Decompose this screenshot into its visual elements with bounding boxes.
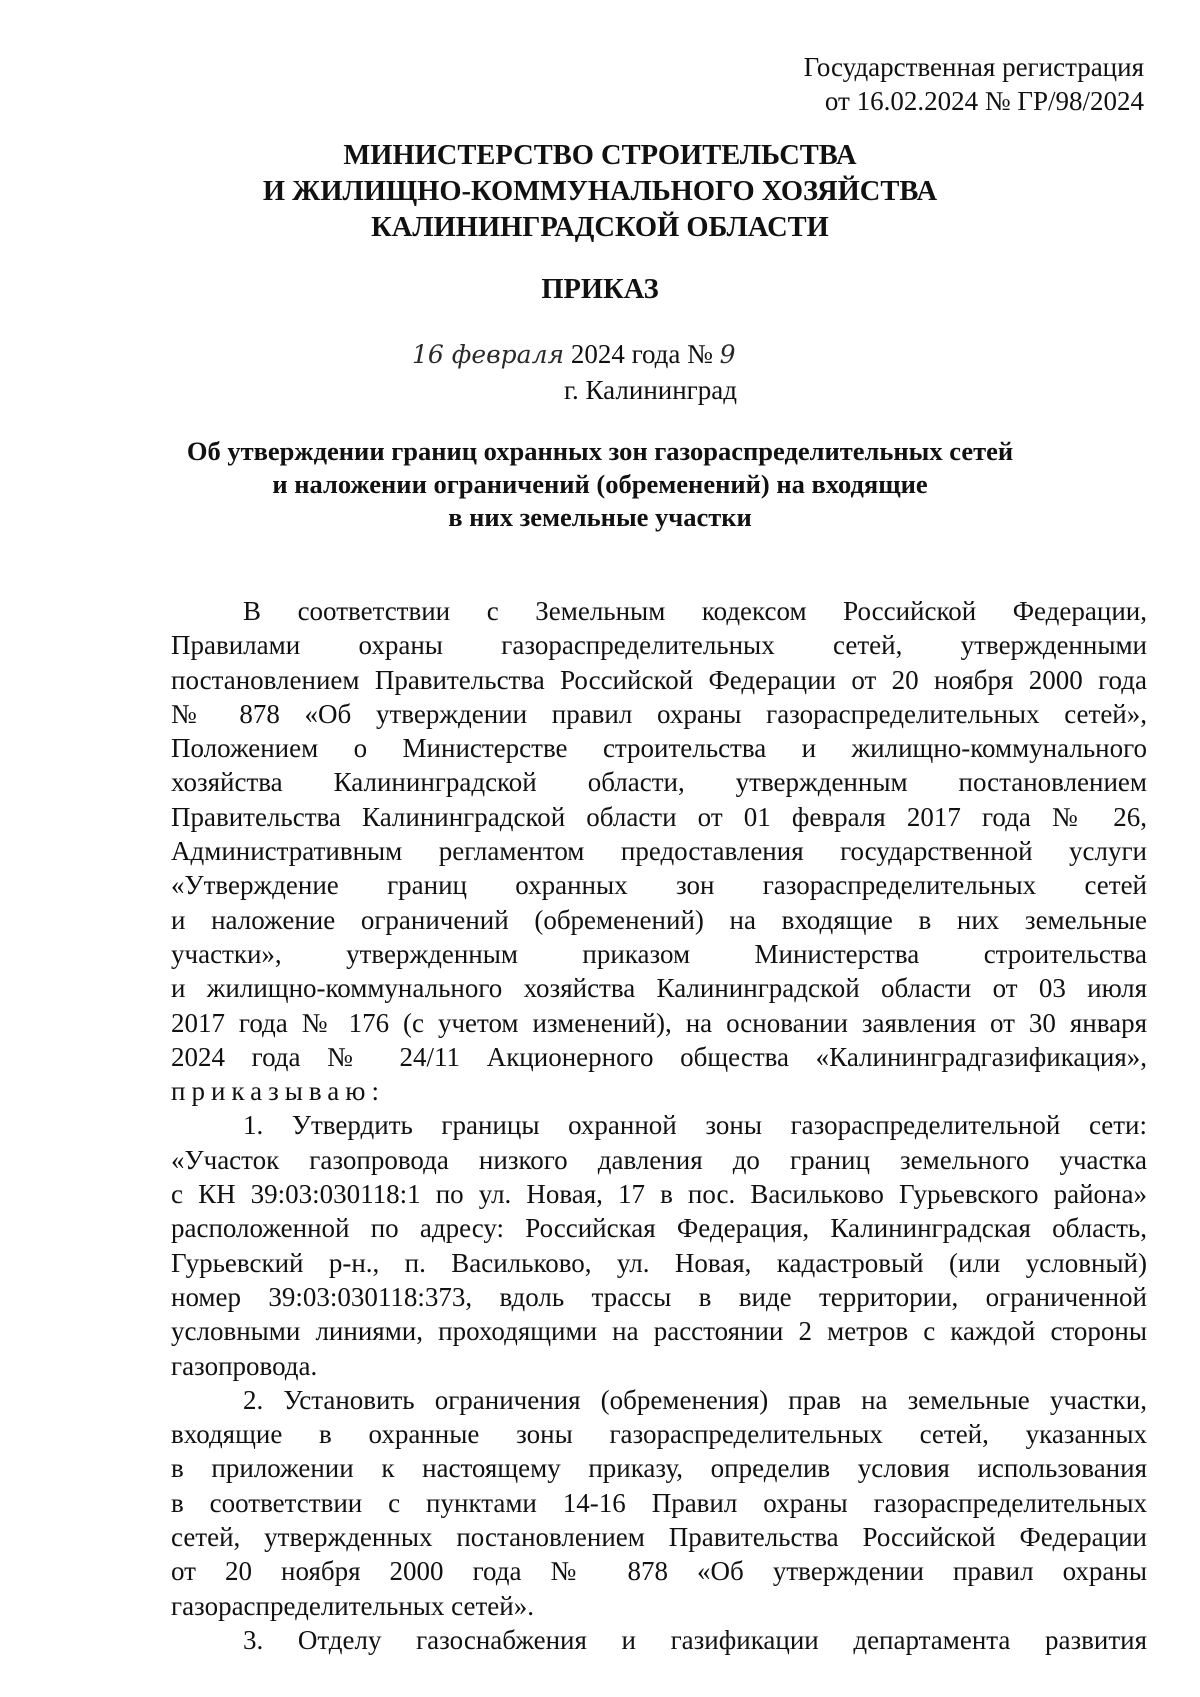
preamble-line: участки», утвержденным приказом Министерства строительства	[171, 938, 1147, 969]
order-city: г. Калининград	[564, 375, 737, 405]
preamble-paragraph	[171, 594, 1147, 1108]
item-1-line: условными линиями, проходящими на расстоянии 2 метров с каждой стороны	[171, 1316, 1147, 1347]
order-word: приказываю:	[171, 1076, 385, 1107]
item-2-paragraph	[171, 1383, 1147, 1623]
preamble-line: хозяйства Калининградской области, утвержденным постановлением	[171, 767, 1147, 798]
registration-line-1: Государственная регистрация	[803, 52, 1144, 82]
ministry-line-1: МИНИСТЕРСТВО СТРОИТЕЛЬСТВА	[343, 140, 857, 171]
item-1-line: с КН 39:03:030118:1 по ул. Новая, 17 в пос. Васильково Гурьевского района»	[171, 1179, 1147, 1210]
item-2-line: 2. Установить ограничения (обременения) прав на земельные участки,	[243, 1384, 1147, 1415]
item-1-line: расположенной по адресу: Российская Федерация, Калининградская область,	[171, 1213, 1147, 1244]
preamble-line: Положением о Министерстве строительства и жилищно-коммунального	[171, 733, 1147, 764]
subject-line-2: и наложении ограничений (обременений) на входящие	[272, 469, 928, 499]
order-body	[171, 594, 1147, 1657]
order-title: ПРИКАЗ	[541, 274, 659, 305]
item-1-paragraph	[171, 1108, 1147, 1382]
preamble-line: В соответствии с Земельным кодексом Российской Федерации,	[243, 596, 1147, 626]
printed-date: 2024 года №	[570, 339, 713, 369]
item-1-line: Гурьевский р-н., п. Васильково, ул. Новая, кадастровый (или условный)	[171, 1247, 1147, 1278]
preamble-line: 2024 года № 24/11 Акционерного общества «Калининградгазификация»,	[171, 1041, 1147, 1072]
preamble-line: Административным регламентом предоставления государственной услуги	[171, 836, 1147, 867]
ministry-header	[0, 138, 1200, 246]
item-2-line: в приложении к настоящему приказу, определив условия использования	[171, 1453, 1147, 1484]
preamble-line: 2017 года № 176 (с учетом изменений), на основании заявления от 30 января	[171, 1007, 1147, 1038]
item-2-line: газораспределительных сетей».	[171, 1590, 534, 1621]
item-2-line: от 20 ноября 2000 года № 878 «Об утверждении правил охраны	[171, 1556, 1147, 1587]
subject-line-1: Об утверждении границ охранных зон газораспределительных сетей	[186, 436, 1014, 466]
handwritten-number: 9	[719, 340, 736, 369]
item-3-line: 3. Отделу газоснабжения и газификации департамента развития	[243, 1624, 1147, 1655]
preamble-line: «Утверждение границ охранных зон газораспределительных сетей	[171, 870, 1147, 901]
item-1-line: номер 39:03:030118:373, вдоль трассы в виде территории, ограниченной	[171, 1281, 1147, 1312]
preamble-line: и наложение ограничений (обременений) на входящие в них земельные	[171, 904, 1147, 935]
registration-line-2: от 16.02.2024 № ГР/98/2024	[824, 86, 1144, 116]
subject-line-3: в них земельные участки	[448, 502, 752, 532]
item-1-line: «Участок газопровода низкого давления до границ земельного участка	[171, 1144, 1147, 1175]
item-3-paragraph	[171, 1623, 1147, 1657]
preamble-line: Правилами охраны газораспределительных сетей, утвержденными	[171, 630, 1147, 661]
preamble-line: № 878 «Об утверждении правил охраны газораспределительных сетей»,	[171, 698, 1147, 729]
preamble-line: постановлением Правительства Российской Федерации от 20 ноября 2000 года	[171, 664, 1147, 695]
handwritten-date: 16 февраля	[412, 340, 565, 369]
item-2-line: сетей, утвержденных постановлением Правительства Российской Федерации	[171, 1522, 1147, 1553]
preamble-line: Правительства Калининградской области от 01 февраля 2017 года № 26,	[171, 801, 1147, 832]
item-2-line: в соответствии с пунктами 14-16 Правил охраны газораспределительных	[171, 1487, 1147, 1518]
registration-stamp	[804, 50, 1144, 118]
ministry-line-2: И ЖИЛИЩНО-КОММУНАЛЬНОГО ХОЗЯЙСТВА	[262, 176, 938, 207]
order-subject	[0, 435, 1200, 534]
item-1-line: газопровода.	[171, 1350, 318, 1381]
preamble-line: и жилищно-коммунального хозяйства Калининградской области от 03 июля	[171, 973, 1147, 1004]
item-2-line: входящие в охранные зоны газораспределительных сетей, указанных	[171, 1419, 1147, 1450]
order-date-line	[412, 337, 736, 372]
item-1-line: 1. Утвердить границы охранной зоны газораспределительной сети:	[243, 1110, 1147, 1141]
ministry-line-3: КАЛИНИНГРАДСКОЙ ОБЛАСТИ	[371, 212, 829, 243]
